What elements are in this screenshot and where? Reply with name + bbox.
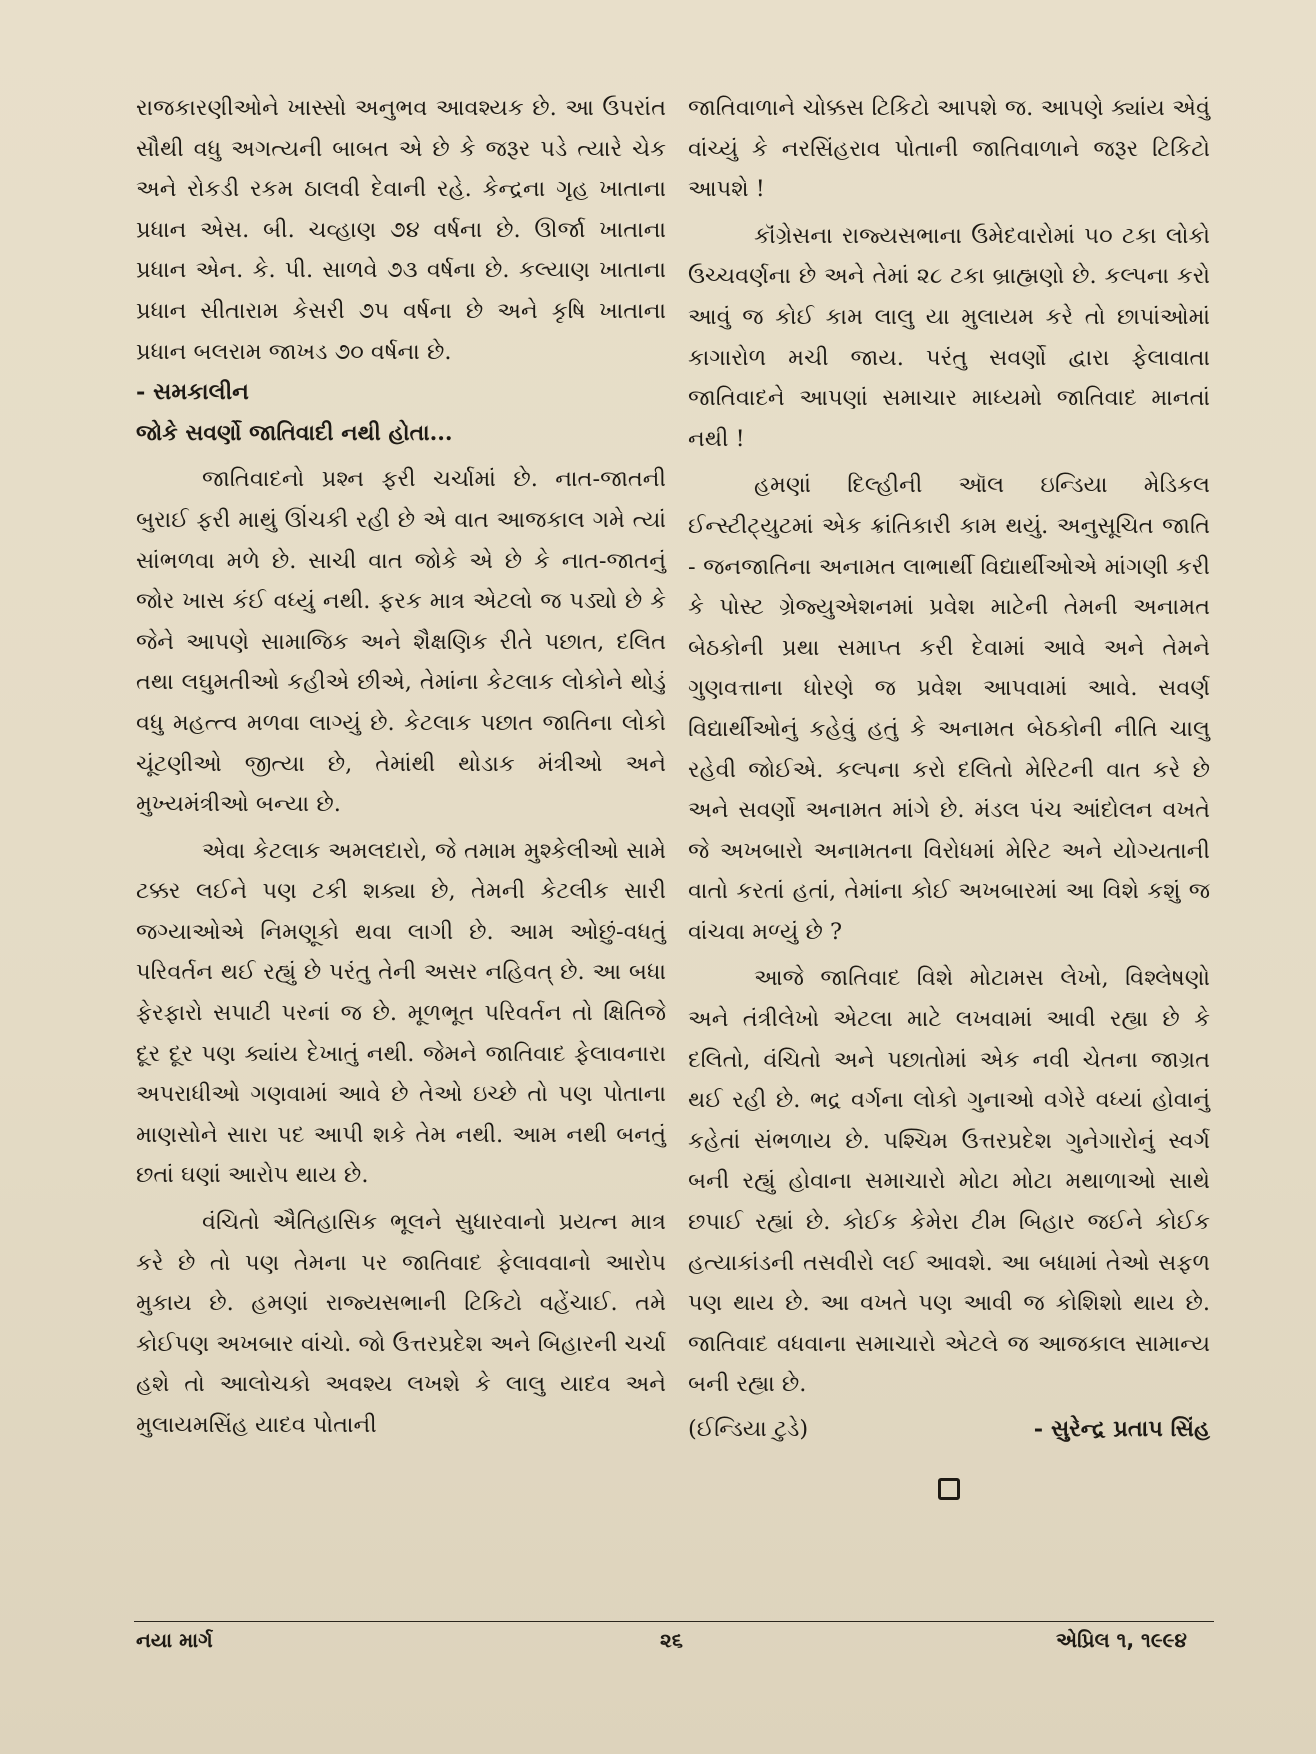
paragraph: જાતિવાદનો પ્રશ્ન ફરી ચર્ચામાં છે. નાત-જાતની બુરાઈ ફરી માથું ઊંચકી રહી છે એ વાત આજકાલ ગમે ત્યાં સાંભળવા મળે છે. સાચી વાત જોકે એ છે કે નાત-જાતનું જોર ખાસ કંઈ વધ્યું નથી. ફરક માત્ર એટલો જ પડ્યો છે કે જેને આપણે સામાજિક અને શૈક્ષણિક રીતે પછાત, દલિત તથા લઘુમતીઓ કહીએ છીએ, તેમાંના કેટલાક લોકોને થોડું વધુ મહત્ત્વ મળવા લાગ્યું છે. કેટલાક પછાત જાતિના લોકો ચૂંટણીઓ જીત્યા છે, તેમાંથી થોડાક મંત્રીઓ અને મુખ્યમંત્રીઓ બન્યા છે. bbox=[136, 466, 666, 818]
end-mark-icon bbox=[938, 1478, 960, 1500]
attribution-row bbox=[688, 1409, 1210, 1450]
source-signature: - સમકાલીન bbox=[136, 379, 249, 406]
article-heading: જોકે સવર્ણો જાતિવાદી નથી હોતા... bbox=[136, 419, 453, 446]
paragraph: રાજકારણીઓને ખાસ્સો અનુભવ આવશ્યક છે. આ ઉપરાંત સૌથી વધુ અગત્યની બાબત એ છે કે જરૂર પડે ત્યારે ચેક અને રોકડી રકમ ઠાલવી દેવાની રહે. કેન્દ્રના ગૃહ ખાતાના પ્રધાન એસ. બી. ચવ્હાણ ૭૪ વર્ષના છે. ઊર્જા ખાતાના પ્રધાન એન. કે. પી. સાળવે ૭૩ વર્ષના છે. કલ્યાણ ખાતાના પ્રધાન સીતારામ કેસરી ૭૫ વર્ષના છે અને કૃષિ ખાતાના પ્રધાન બલરામ જાખડ ૭૦ વર્ષના છે. bbox=[136, 95, 666, 365]
paragraph: એવા કેટલાક અમલદારો, જે તમામ મુશ્કેલીઓ સામે ટક્કર લઈને પણ ટકી શક્યા છે, તેમની કેટલીક સારી જગ્યાઓએ નિમણૂકો થવા લાગી છે. આમ ઓછું-વધતું પરિવર્તન થઈ રહ્યું છે પરંતુ તેની અસર નહિવત્ છે. આ બધા ફેરફારો સપાટી પરનાં જ છે. મૂળભૂત પરિવર્તન તો ક્ષિતિજે દૂર દૂર પણ ક્યાંય દેખાતું નથી. જેમને જાતિવાદ ફેલાવનારા અપરાધીઓ ગણવામાં આવે છે તેઓ ઇચ્છે તો પણ પોતાના માણસોને સારા પદ આપી શકે તેમ નથી. આમ નથી બનતું છતાં ઘણાં આરોપ થાય છે. bbox=[136, 837, 666, 1189]
magazine-name: નયા માર્ગ bbox=[136, 1628, 213, 1652]
paragraph: કૉંગ્રેસના રાજ્યસભાના ઉમેદવારોમાં ૫૦ ટકા લોકો ઉચ્ચવર્ણના છે અને તેમાં ૨૮ ટકા બ્રાહ્મણો છે. કલ્પના કરો આવું જ કોઈ કામ લાલુ યા મુલાયમ કરે તો છાપાંઓમાં કાગારોળ મચી જાય. પરંતુ સવર્ણો દ્વારા ફેલાવાતા જાતિવાદને આપણાં સમાચાર માધ્યમો જાતિવાદ માનતાં નથી ! bbox=[688, 222, 1210, 452]
footer-divider bbox=[134, 1621, 1214, 1622]
paragraph: જાતિવાળાને ચોક્કસ ટિકિટો આપશે જ. આપણે ક્યાંય એવું વાંચ્યું કે નરસિંહરાવ પોતાની જાતિવાળાને જરૂર ટિકિટો આપશે ! bbox=[688, 95, 1210, 203]
author-name: - સુરેન્દ્ર પ્રતાપ સિંહ bbox=[1033, 1416, 1210, 1442]
right-column bbox=[688, 88, 1210, 1500]
page-number: ૨૬ bbox=[660, 1628, 683, 1652]
left-column bbox=[136, 88, 666, 1446]
paragraph: આજે જાતિવાદ વિશે મોટામસ લેખો, વિશ્લેષણો અને તંત્રીલેખો એટલા માટે લખવામાં આવી રહ્યા છે કે દલિતો, વંચિતો અને પછાતોમાં એક નવી ચેતના જાગ્રત થઈ રહી છે. ભદ્ર વર્ગના લોકો ગુનાઓ વગેરે વધ્યાં હોવાનું કહેતાં સંભળાય છે. પશ્ચિમ ઉત્તરપ્રદેશ ગુનેગારોનું સ્વર્ગ બની રહ્યું હોવાના સમાચારો મોટા મોટા મથાળાઓ સાથે છપાઈ રહ્યાં છે. કોઈક કેમેરા ટીમ બિહાર જઈને કોઈક હત્યાકાંડની તસવીરો લઈ આવશે. આ બધામાં તેઓ સફળ પણ થાય છે. આ વખતે પણ આવી જ કોશિશો થાય છે. જાતિવાદ વધવાના સમાચારો એટલે જ આજકાલ સામાન્ય બની રહ્યા છે. bbox=[688, 965, 1210, 1398]
source-name: (ઈન્ડિયા ટુડે) bbox=[688, 1416, 809, 1442]
paragraph: હમણાં દિલ્હીની ઑલ ઇન્ડિયા મેડિકલ ઈન્સ્ટીટ્યુટમાં એક ક્રાંતિકારી કામ થયું. અનુસૂચિત જાતિ - જનજાતિના અનામત લાભાર્થી વિદ્યાર્થીઓએ માંગણી કરી કે પોસ્ટ ગ્રેજ્યુએશનમાં પ્રવેશ માટેની તેમની અનામત બેઠકોની પ્રથા સમાપ્ત કરી દેવામાં આવે અને તેમને ગુણવત્તાના ધોરણે જ પ્રવેશ આપવામાં આવે. સવર્ણ વિદ્યાર્થીઓનું કહેવું હતું કે અનામત બેઠકોની નીતિ ચાલુ રહેવી જોઈએ. કલ્પના કરો દલિતો મેરિટની વાત કરે છે અને સવર્ણો અનામત માંગે છે. મંડલ પંચ આંદોલન વખતે જે અખબારો અનામતના વિરોધમાં મેરિટ અને યોગ્યતાની વાતો કરતાં હતાં, તેમાંના કોઈ અખબારમાં આ વિશે કશું જ વાંચવા મળ્યું છે ? bbox=[688, 472, 1210, 945]
paragraph: વંચિતો ઐતિહાસિક ભૂલને સુધારવાનો પ્રયત્ન માત્ર કરે છે તો પણ તેમના પર જાતિવાદ ફેલાવવાનો આરોપ મુકાય છે. હમણાં રાજ્યસભાની ટિકિટો વહેંચાઈ. તમે કોઈપણ અખબાર વાંચો. જો ઉત્તરપ્રદેશ અને બિહારની ચર્ચા હશે તો આલોચકો અવશ્ય લખશે કે લાલુ યાદવ અને મુલાયમસિંહ યાદવ પોતાની bbox=[136, 1209, 666, 1438]
issue-date: એપ્રિલ ૧, ૧૯૯૪ bbox=[1056, 1628, 1187, 1652]
